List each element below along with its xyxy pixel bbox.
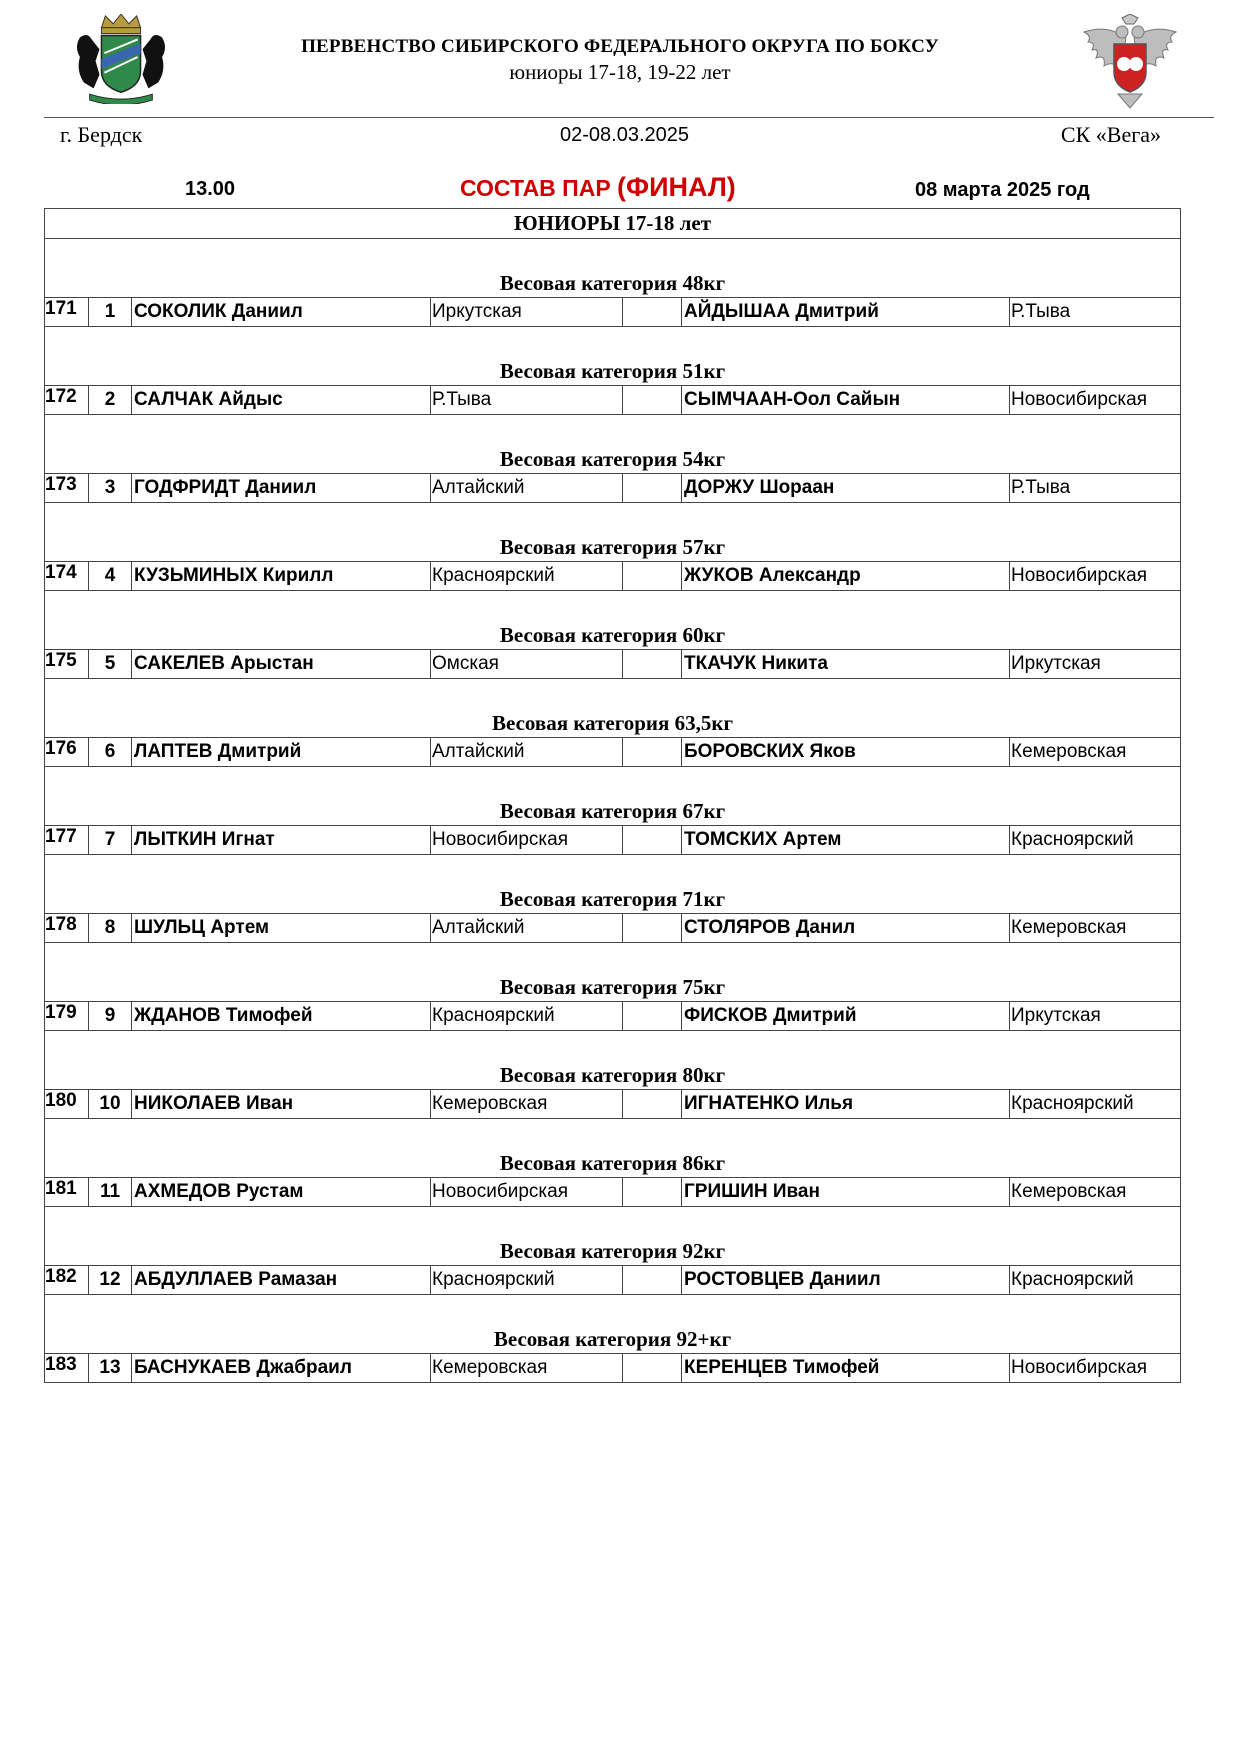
spacer-cell bbox=[623, 826, 682, 855]
spacer-cell bbox=[623, 1178, 682, 1207]
red-corner-boxer: ГОДФРИДТ Даниил bbox=[132, 474, 431, 503]
red-corner-region: Иркутская bbox=[431, 298, 623, 327]
blue-corner-boxer: РОСТОВЦЕВ Даниил bbox=[682, 1266, 1010, 1295]
bout-id: 183 bbox=[45, 1354, 89, 1383]
bout-id: 175 bbox=[45, 650, 89, 679]
age-group-label: ЮНИОРЫ 17-18 лет bbox=[45, 209, 1181, 239]
age-group-row bbox=[45, 209, 1181, 239]
blue-corner-region: Иркутская bbox=[1010, 1002, 1181, 1031]
blue-corner-boxer: СЫМЧААН-Оол Сайын bbox=[682, 386, 1010, 415]
red-corner-region: Красноярский bbox=[431, 1002, 623, 1031]
venue-label: СК «Вега» bbox=[1060, 122, 1161, 147]
weight-category-row bbox=[45, 327, 1181, 386]
bout-row bbox=[45, 914, 1181, 943]
bout-number: 11 bbox=[89, 1178, 132, 1207]
spacer-cell bbox=[623, 1090, 682, 1119]
red-corner-region: Красноярский bbox=[431, 1266, 623, 1295]
red-corner-boxer: ЖДАНОВ Тимофей bbox=[132, 1002, 431, 1031]
bout-number: 2 bbox=[89, 386, 132, 415]
boxing-federation-eagle-icon bbox=[1078, 14, 1182, 110]
bout-number: 6 bbox=[89, 738, 132, 767]
red-corner-region: Новосибирская bbox=[431, 1178, 623, 1207]
red-corner-region: Алтайский bbox=[431, 914, 623, 943]
blue-corner-region: Р.Тыва bbox=[1010, 474, 1181, 503]
red-corner-boxer: БАСНУКАЕВ Джабраил bbox=[132, 1354, 431, 1383]
weight-category-row bbox=[45, 415, 1181, 474]
red-corner-boxer: ЛЫТКИН Игнат bbox=[132, 826, 431, 855]
bout-number: 7 bbox=[89, 826, 132, 855]
spacer-cell bbox=[623, 474, 682, 503]
spacer-cell bbox=[623, 1266, 682, 1295]
weight-category-row bbox=[45, 591, 1181, 650]
document-title-main: СОСТАВ ПАР bbox=[460, 175, 618, 201]
blue-corner-boxer: ГРИШИН Иван bbox=[682, 1178, 1010, 1207]
bout-row bbox=[45, 1178, 1181, 1207]
blue-corner-region: Новосибирская bbox=[1010, 1354, 1181, 1383]
weight-category-label: Весовая категория 80кг bbox=[45, 1031, 1181, 1090]
bout-row bbox=[45, 1090, 1181, 1119]
bout-number: 12 bbox=[89, 1266, 132, 1295]
spacer-cell bbox=[623, 914, 682, 943]
red-corner-region: Алтайский bbox=[431, 474, 623, 503]
bout-id: 173 bbox=[45, 474, 89, 503]
weight-category-label: Весовая категория 86кг bbox=[45, 1119, 1181, 1178]
blue-corner-region: Новосибирская bbox=[1010, 386, 1181, 415]
blue-corner-region: Кемеровская bbox=[1010, 738, 1181, 767]
blue-corner-region: Кемеровская bbox=[1010, 914, 1181, 943]
weight-category-row bbox=[45, 239, 1181, 298]
red-corner-boxer: НИКОЛАЕВ Иван bbox=[132, 1090, 431, 1119]
weight-category-row bbox=[45, 855, 1181, 914]
bout-number: 5 bbox=[89, 650, 132, 679]
spacer-cell bbox=[623, 650, 682, 679]
weight-category-label: Весовая категория 60кг bbox=[45, 591, 1181, 650]
bout-number: 9 bbox=[89, 1002, 132, 1031]
red-corner-boxer: САЛЧАК Айдыс bbox=[132, 386, 431, 415]
weight-category-label: Весовая категория 63,5кг bbox=[45, 679, 1181, 738]
bout-number: 3 bbox=[89, 474, 132, 503]
age-groups-subtitle: юниоры 17-18, 19-22 лет bbox=[509, 60, 731, 84]
blue-corner-region: Красноярский bbox=[1010, 826, 1181, 855]
bout-id: 176 bbox=[45, 738, 89, 767]
red-corner-boxer: ЛАПТЕВ Дмитрий bbox=[132, 738, 431, 767]
bout-id: 179 bbox=[45, 1002, 89, 1031]
weight-category-row bbox=[45, 1119, 1181, 1178]
bout-id: 178 bbox=[45, 914, 89, 943]
document-title bbox=[460, 172, 736, 203]
bout-number: 10 bbox=[89, 1090, 132, 1119]
bout-id: 172 bbox=[45, 386, 89, 415]
bout-row bbox=[45, 1002, 1181, 1031]
weight-category-label: Весовая категория 51кг bbox=[45, 327, 1181, 386]
championship-title: ПЕРВЕНСТВО СИБИРСКОГО ФЕДЕРАЛЬНОГО ОКРУГА ПО БОКСУ bbox=[301, 36, 939, 57]
red-corner-region: Кемеровская bbox=[431, 1354, 623, 1383]
bout-number: 13 bbox=[89, 1354, 132, 1383]
bout-id: 182 bbox=[45, 1266, 89, 1295]
red-corner-region: Кемеровская bbox=[431, 1090, 623, 1119]
blue-corner-boxer: ДОРЖУ Шораан bbox=[682, 474, 1010, 503]
bout-row bbox=[45, 1354, 1181, 1383]
event-dates: 02-08.03.2025 bbox=[560, 124, 690, 146]
document-title-final: (ФИНАЛ) bbox=[617, 172, 736, 202]
red-corner-boxer: СОКОЛИК Даниил bbox=[132, 298, 431, 327]
bout-id: 181 bbox=[45, 1178, 89, 1207]
blue-corner-boxer: ТОМСКИХ Артем bbox=[682, 826, 1010, 855]
bout-row bbox=[45, 1266, 1181, 1295]
weight-category-row bbox=[45, 767, 1181, 826]
bout-number: 1 bbox=[89, 298, 132, 327]
bout-row bbox=[45, 298, 1181, 327]
bout-row bbox=[45, 562, 1181, 591]
weight-category-label: Весовая категория 92кг bbox=[45, 1207, 1181, 1266]
spacer-cell bbox=[623, 386, 682, 415]
blue-corner-boxer: БОРОВСКИХ Яков bbox=[682, 738, 1010, 767]
weight-category-label: Весовая категория 57кг bbox=[45, 503, 1181, 562]
weight-category-label: Весовая категория 48кг bbox=[45, 239, 1181, 298]
weight-category-row bbox=[45, 1295, 1181, 1354]
spacer-cell bbox=[623, 738, 682, 767]
blue-corner-boxer: КЕРЕНЦЕВ Тимофей bbox=[682, 1354, 1010, 1383]
weight-category-label: Весовая категория 92+кг bbox=[45, 1295, 1181, 1354]
red-corner-boxer: КУЗЬМИНЫХ Кирилл bbox=[132, 562, 431, 591]
bout-id: 171 bbox=[45, 298, 89, 327]
bout-number: 4 bbox=[89, 562, 132, 591]
blue-corner-region: Красноярский bbox=[1010, 1266, 1181, 1295]
red-corner-region: Р.Тыва bbox=[431, 386, 623, 415]
weight-category-label: Весовая категория 67кг bbox=[45, 767, 1181, 826]
blue-corner-region: Новосибирская bbox=[1010, 562, 1181, 591]
blue-corner-boxer: ФИСКОВ Дмитрий bbox=[682, 1002, 1010, 1031]
weight-category-row bbox=[45, 943, 1181, 1002]
spacer-cell bbox=[623, 1354, 682, 1383]
blue-corner-region: Р.Тыва bbox=[1010, 298, 1181, 327]
start-time: 13.00 bbox=[185, 178, 236, 200]
blue-corner-boxer: СТОЛЯРОВ Данил bbox=[682, 914, 1010, 943]
bout-number: 8 bbox=[89, 914, 132, 943]
red-corner-region: Омская bbox=[431, 650, 623, 679]
bout-row bbox=[45, 738, 1181, 767]
red-corner-boxer: АХМЕДОВ Рустам bbox=[132, 1178, 431, 1207]
bout-row bbox=[45, 386, 1181, 415]
weight-category-row bbox=[45, 1031, 1181, 1090]
red-corner-boxer: ШУЛЬЦ Артем bbox=[132, 914, 431, 943]
red-corner-region: Красноярский bbox=[431, 562, 623, 591]
bout-row bbox=[45, 474, 1181, 503]
weight-category-row bbox=[45, 1207, 1181, 1266]
weight-category-label: Весовая категория 71кг bbox=[45, 855, 1181, 914]
city-label: г. Бердск bbox=[60, 122, 143, 147]
red-corner-boxer: АБДУЛЛАЕВ Рамазан bbox=[132, 1266, 431, 1295]
blue-corner-boxer: ИГНАТЕНКО Илья bbox=[682, 1090, 1010, 1119]
weight-category-label: Весовая категория 54кг bbox=[45, 415, 1181, 474]
red-corner-region: Новосибирская bbox=[431, 826, 623, 855]
bout-id: 180 bbox=[45, 1090, 89, 1119]
red-corner-boxer: САКЕЛЕВ Арыстан bbox=[132, 650, 431, 679]
document-header bbox=[0, 12, 1241, 147]
header-divider bbox=[44, 117, 1214, 118]
bout-row bbox=[45, 650, 1181, 679]
bout-row bbox=[45, 826, 1181, 855]
weight-category-label: Весовая категория 75кг bbox=[45, 943, 1181, 1002]
blue-corner-boxer: АЙДЫШАА Дмитрий bbox=[682, 298, 1010, 327]
blue-corner-region: Кемеровская bbox=[1010, 1178, 1181, 1207]
blue-corner-region: Иркутская bbox=[1010, 650, 1181, 679]
spacer-cell bbox=[623, 1002, 682, 1031]
bout-date: 08 марта 2025 год bbox=[915, 179, 1090, 201]
weight-category-row bbox=[45, 679, 1181, 738]
bout-id: 177 bbox=[45, 826, 89, 855]
spacer-cell bbox=[623, 562, 682, 591]
pairs-table bbox=[44, 208, 1181, 1383]
blue-corner-boxer: ЖУКОВ Александр bbox=[682, 562, 1010, 591]
spacer-cell bbox=[623, 298, 682, 327]
blue-corner-boxer: ТКАЧУК Никита bbox=[682, 650, 1010, 679]
bout-id: 174 bbox=[45, 562, 89, 591]
blue-corner-region: Красноярский bbox=[1010, 1090, 1181, 1119]
novosibirsk-coat-of-arms-icon bbox=[72, 14, 170, 104]
weight-category-row bbox=[45, 503, 1181, 562]
red-corner-region: Алтайский bbox=[431, 738, 623, 767]
